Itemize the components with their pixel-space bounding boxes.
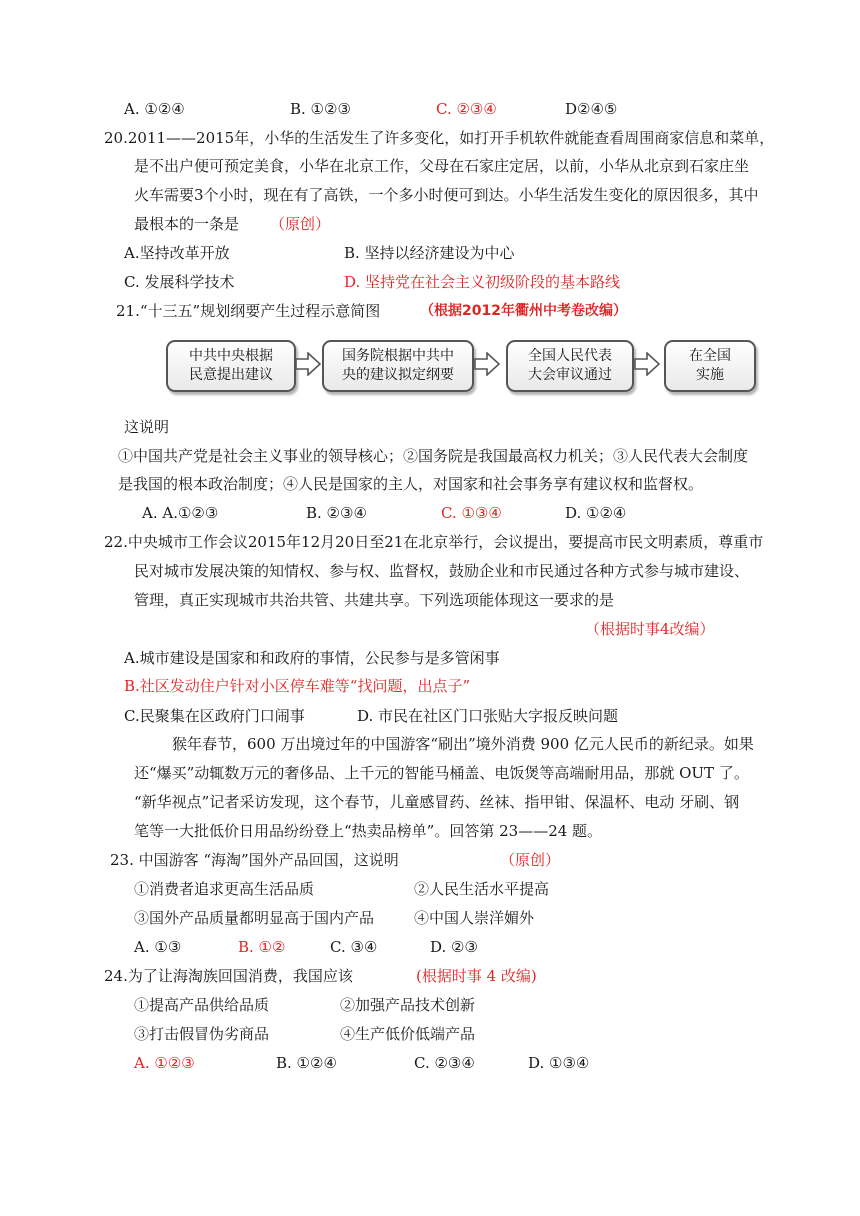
q24-option-c: C. ②③④ [414, 1054, 475, 1072]
q20-option-a: A.坚持改革开放 [124, 244, 230, 262]
passage-line-4: 笔等一大批低价日用品纷纷登上“热卖品榜单”。回答第 23——24 题。 [134, 822, 603, 840]
q24-option-d: D. ①③④ [528, 1054, 590, 1072]
q21-option-c: C. ①③④ [441, 504, 502, 522]
flow-arrow-icon [474, 352, 500, 376]
q20-source-note: （原创） [270, 215, 331, 233]
q19-option-a: A. ①②④ [124, 100, 185, 118]
q21-stem: 这说明 [124, 418, 170, 436]
q23-statement-2: ②人民生活水平提高 [414, 880, 550, 898]
flow-step-2: 国务院根据中共中 央的建议拟定纲要 [322, 340, 474, 392]
q20-line-4: 最根本的一条是 [134, 215, 240, 233]
q22-option-c: C.民聚集在区政府门口闹事 [124, 707, 305, 725]
q21-title: 21.“十三五”规划纲要产生过程示意简图 [116, 302, 381, 320]
q21-option-a: A. A.①②③ [142, 504, 219, 522]
q23-option-d: D. ②③ [430, 938, 478, 956]
q22-option-d: D. 市民在社区门口张贴大字报反映问题 [357, 707, 619, 725]
q21-flow-diagram [160, 337, 760, 395]
q23-option-a: A. ①③ [134, 938, 182, 956]
q21-source-note: （根据2012年衢州中考卷改编） [420, 303, 627, 319]
passage-line-3: “新华视点”记者采访发现，这个春节，儿童感冒药、丝袜、指甲钳、保温杯、电动 牙刷、钢 [134, 793, 740, 811]
q23-statement-3: ③国外产品质量都明显高于国内产品 [134, 909, 375, 927]
q24-option-a: A. ①②③ [134, 1054, 195, 1072]
q24-option-b: B. ①②④ [276, 1054, 337, 1072]
flow-step-3: 全国人民代表 大会审议通过 [506, 340, 634, 392]
q22-line-1: 22.中央城市工作会议2015年12月20日至21在北京举行，会议提出，要提高市民文明素质，尊重市 [104, 533, 764, 551]
q23-option-b: B. ①② [238, 938, 286, 956]
q24-statement-2: ②加强产品技术创新 [340, 996, 476, 1014]
q23-option-c: C. ③④ [330, 938, 378, 956]
q23-statement-1: ①消费者追求更高生活品质 [134, 880, 315, 898]
flow-step-1: 中共中央根据 民意提出建议 [166, 340, 296, 392]
q20-line-2: 是不出户便可预定美食，小华在北京工作，父母在石家庄定居，以前，小华从北京到石家庄坐 [134, 157, 750, 175]
q20-option-d: D. 坚持党在社会主义初级阶段的基本路线 [344, 273, 621, 291]
q21-option-b: B. ②③④ [306, 504, 367, 522]
q24-statement-3: ③打击假冒伪劣商品 [134, 1025, 270, 1043]
q20-line-1: 20.2011——2015年，小华的生活发生了许多变化，如打开手机软件就能查看周围商家信息和菜单， [104, 129, 775, 147]
q19-option-b: B. ①②③ [290, 100, 351, 118]
q21-statements-line-1: ①中国共产党是社会主义事业的领导核心；②国务院是我国最高权力机关；③人民代表大会制度 [118, 447, 749, 465]
flow-arrow-icon [295, 352, 321, 376]
passage-line-2: 还“爆买”动辄数万元的奢侈品、上千元的智能马桶盖、电饭煲等高端耐用品，那就 OUT 了。 [134, 764, 749, 782]
q24-statement-1: ①提高产品供给品质 [134, 996, 270, 1014]
q24-stem: 24.为了让海淘族回国消费，我国应该 [104, 967, 353, 985]
q20-option-c: C. 发展科学技术 [124, 273, 235, 291]
q21-option-d: D. ①②④ [565, 504, 627, 522]
q22-line-2: 民对城市发展决策的知情权、参与权、监督权，鼓励企业和市民通过各种方式参与城市建设、 [134, 562, 750, 580]
q23-source-note: （原创） [500, 851, 561, 869]
q24-statement-4: ④生产低价低端产品 [340, 1025, 476, 1043]
q20-line-3: 火车需要3个小时，现在有了高铁，一个多小时便可到达。小华生活发生变化的原因很多，其中 [134, 186, 759, 204]
q22-line-3: 管理，真正实现城市共治共管、共建共享。下列选项能体现这一要求的是 [134, 591, 615, 609]
passage-line-1: 猴年春节，600 万出境过年的中国游客“刷出”境外消费 900 亿元人民币的新纪录。如果 [172, 735, 754, 753]
flow-step-4: 在全国 实施 [664, 340, 756, 392]
q22-option-a: A.城市建设是国家和和政府的事情，公民参与是多管闲事 [124, 649, 500, 667]
q24-source-note: (根据时事 4 改编) [416, 967, 537, 985]
q23-statement-4: ④中国人崇洋媚外 [414, 909, 535, 927]
q21-statements-line-2: 是我国的根本政治制度；④人民是国家的主人，对国家和社会事务享有建议权和监督权。 [118, 475, 704, 493]
flow-arrow-icon [634, 352, 660, 376]
q22-option-b: B.社区发动住户针对小区停车难等“找问题，出点子” [124, 677, 471, 695]
q22-source-note: （根据时事4改编） [585, 620, 715, 638]
q23-stem: 23. 中国游客 “海淘”国外产品回国，这说明 [110, 851, 399, 869]
q19-option-d: D②④⑤ [565, 100, 618, 118]
q19-option-c: C. ②③④ [436, 100, 497, 118]
q20-option-b: B. 坚持以经济建设为中心 [344, 244, 515, 262]
